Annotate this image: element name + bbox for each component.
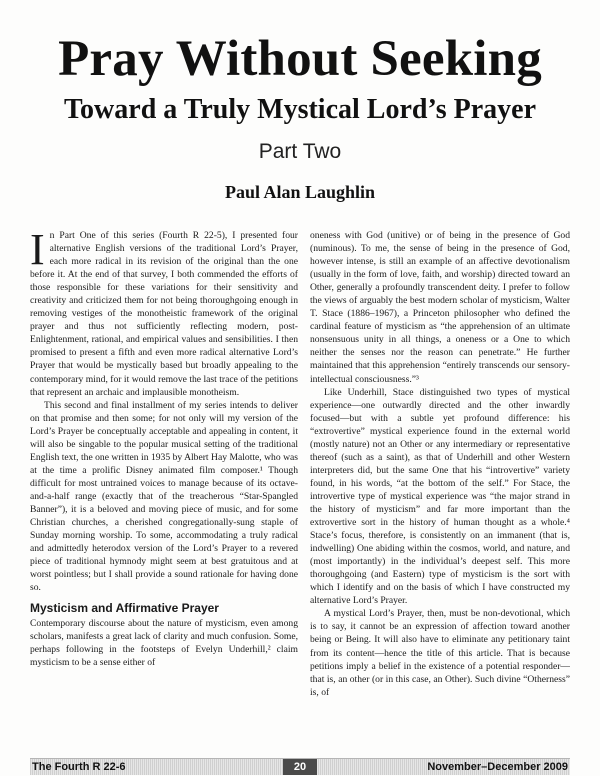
footer-issue-date: November–December 2009 <box>427 761 568 773</box>
paragraph: This second and final installment of my series intends to deliver on that promise and then some; for not only will my version of the Lord’s Prayer be conceptually acceptable and appealing in content, it will also be singable to the popular musical setting of the traditional English text, the one written in 1935 by Albert Hay Malotte, who was at the time a prolific Disney animated film composer.¹ Though difficult for most untrained voices to manage because of its octave-and-a-half range (exactly that of the treacherous “Star-Spangled Banner”), it is a beloved and moving piece of music, and for some Christian churches, a cherished congregationally-sung staple of Sunday morning worship. To some, accommodating a truly radical and admittedly heterodox version of the Lord’s Prayer to a revered piece of traditional hymnody might seem at best gratuitous and at worst pointless; but I shall provide a sound rationale for having done so. <box>30 399 298 594</box>
left-column <box>30 229 298 759</box>
right-column <box>310 229 570 759</box>
paragraph: Contemporary discourse about the nature of mysticism, even among scholars, manifests a great lack of clarity and much confusion. Some, perhaps following in the footsteps of Evelyn Underhill,² claim mysticism to be a sense either of <box>30 618 298 669</box>
section-heading: Mysticism and Affirmative Prayer <box>30 601 219 616</box>
paragraph <box>30 229 298 399</box>
paragraph-text: n Part One of this series (Fourth R 22-5), I presented four alternative English versions of the traditional Lord’s Prayer, each more radical in its revision of the original than the one before it. At the end of that survey, I both commended the efforts of those responsible for these variations for their sensitivity and creativity and criticized them for not being thoroughgoing enough in removing vestiges of the monotheistic framework of the original prayer and thus not sufficiently reflecting modern, post-Enlightenment, rational, and empirical values and sensibilities. I then promised to present a fifth and even more radical alternative Lord’s Prayer that would be mystically based but broadly appealing to the contemporary mind, for it would remove the last trace of the petitions that represent an archaic and implausible monotheism. <box>30 230 298 398</box>
paragraph: oneness with God (unitive) or of being in the presence of God (numinous). To me, the sense of being in the presence of God, however intense, is still an example of an affective devotionalism (usually in the form of love, faith, and worship) directed toward an Other, generally a profoundly transcendent deity. I prefer to follow the views of arguably the best modern scholar of mysticism, Walter T. Stace (1886–1967), a Princeton philosopher who defined the cardinal feature of mysticism as “the apprehension of an ultimate nonsensuous unity in all things, a oneness or a One to which neither the senses nor the reason can penetrate.” He further maintained that this apprehension “entirely transcends our sensory-intellectual consciousness.”³ <box>310 230 570 385</box>
author-byline: Paul Alan Laughlin <box>224 182 376 202</box>
drop-cap: I <box>30 229 45 274</box>
paragraph: Like Underhill, Stace distinguished two types of mystical experience—one outwardly directed and the other inwardly focused—but with a subtle yet profound difference: his “extrovertive” mystical experience found in the external world (mostly nature) not an Other or any intermediary or representative thereof (such as a saint), as that of Underhill and other Western interpreters did, but the same One that his “introvertive” variety found, in his words, “at the bottom of the self.” For Stace, the introvertive type of mystical experience was “the major strand in the history of mysticism” and far more important than the extrovertive sort in the history of human thought as a whole.⁴ Stace’s focus, therefore, is consistently on an immanent (that is, indwelling) One abiding within the cosmos, world, and nature, and (most importantly) in the individual’s deepest self. This more thoroughgoing (and Eastern) type of mysticism is the sort with which I identify and on the basis of which I have constructed my alternative Lord’s Prayer. <box>310 386 570 607</box>
paragraph: A mystical Lord’s Prayer, then, must be non-devotional, which is to say, it cannot be an expression of affection toward another being or Being. It will also have to eliminate any petitionary taint from its content—hence the title of this article. That is because petitions imply a belief in the existence of a potential responder—that is, an other (or in this case, an Other). Such divine “Otherness” is, of <box>310 608 570 698</box>
page-footer <box>30 758 570 775</box>
page-number: 20 <box>283 759 317 775</box>
footer-publication: The Fourth R 22-6 <box>32 761 126 773</box>
article-subtitle: Toward a Truly Mystical Lord’s Prayer <box>63 94 537 125</box>
part-label: Part Two <box>258 140 342 163</box>
article-title: Pray Without Seeking <box>58 31 542 87</box>
